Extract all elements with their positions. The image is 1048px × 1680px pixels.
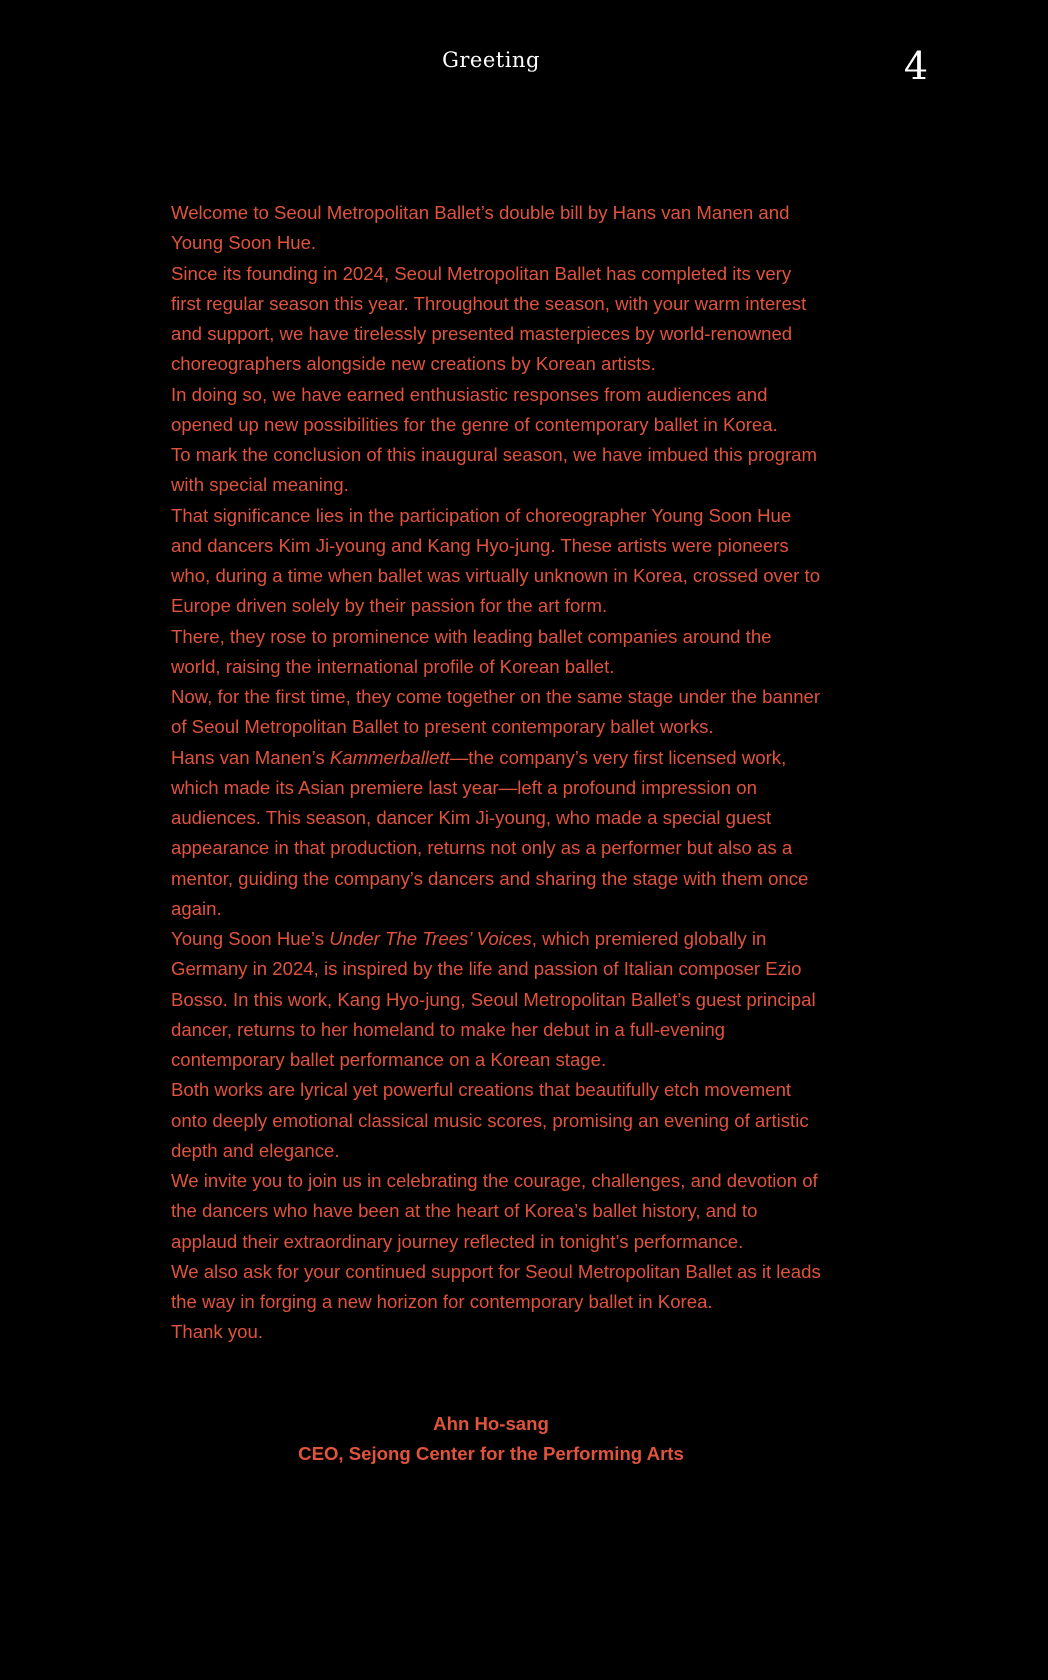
- signature-block: [171, 1409, 811, 1469]
- letter-paragraph: Welcome to Seoul Metropolitan Ballet’s double bill by Hans van Manen and Young Soon Hue.: [171, 202, 790, 254]
- paragraph-text: Young Soon Hue’s: [171, 928, 330, 949]
- letter-paragraph: [171, 743, 821, 925]
- paragraph-text: Hans van Manen’s: [171, 746, 330, 768]
- page-title: Greeting: [442, 48, 540, 72]
- paragraph-text: —the company’s very first licensed work, which made its Asian premiere last year—left a profound impression on audiences. This season, dancer Kim Ji-young, who made a special guest appearance in that production, returns not only as a performer but also as a mentor, guiding the company’s dancers and sharing the stage with them once again.: [171, 746, 809, 919]
- letter-paragraph: Now, for the first time, they come together on the same stage under the banner of Seoul Metropolitan Ballet to present contemporary ballet works.: [171, 686, 821, 738]
- letter-paragraph: There, they rose to prominence with leading ballet companies around the world, raising the international profile of Korean ballet.: [171, 625, 772, 677]
- letter-paragraph: Since its founding in 2024, Seoul Metropolitan Ballet has completed its very first regular season this year. Throughout the season, with your warm interest and support, we have tirelessly presented masterpieces by world-renowned choreographers alongside new creations by Korean artists.: [171, 262, 807, 375]
- paragraph-text: , which premiered globally in Germany in 2024, is inspired by the life and passion of Italian composer Ezio Bosso. In this work, Kang Hyo-jung, Seoul Metropolitan Ballet’s guest principal dancer, returns to her homeland to make her debut in a full-evening contemporary ballet performance on a Korean stage.: [171, 928, 816, 1070]
- letter-paragraph: We invite you to join us in celebrating the courage, challenges, and devotion of the dancers who have been at the heart of Korea’s ballet history, and to applaud their extraordinary journey reflected in tonight’s performance.: [171, 1170, 818, 1252]
- signature-name: Ahn Ho-sang: [433, 1413, 549, 1434]
- letter-paragraph: Thank you.: [171, 1321, 263, 1343]
- work-title-under-the-trees-voices: Under The Trees’ Voices: [329, 928, 532, 949]
- letter-paragraph: We also ask for your continued support for Seoul Metropolitan Ballet as it leads the way in forging a new horizon for contemporary ballet in Korea.: [171, 1260, 821, 1312]
- letter-paragraph: That significance lies in the participation of choreographer Young Soon Hue and dancers Kim Ji-young and Kang Hyo-jung. These artists were pioneers who, during a time when ballet was virtually unknown in Korea, crossed over to Europe driven solely by their passion for the art form.: [171, 504, 821, 617]
- letter-paragraph: To mark the conclusion of this inaugural season, we have imbued this program with special meaning.: [171, 444, 817, 496]
- letter-paragraph: Both works are lyrical yet powerful creations that beautifully etch movement onto deeply emotional classical music scores, promising an evening of artistic depth and elegance.: [171, 1079, 809, 1161]
- work-title-kammerballett: Kammerballett: [329, 746, 450, 768]
- letter-paragraph: In doing so, we have earned enthusiastic responses from audiences and opened up new possibilities for the genre of contemporary ballet in Korea.: [171, 383, 778, 435]
- page-number: 4: [903, 44, 929, 88]
- greeting-letter: [171, 198, 821, 1348]
- signature-position: CEO, Sejong Center for the Performing Arts: [298, 1443, 684, 1464]
- letter-paragraph: [171, 924, 821, 1075]
